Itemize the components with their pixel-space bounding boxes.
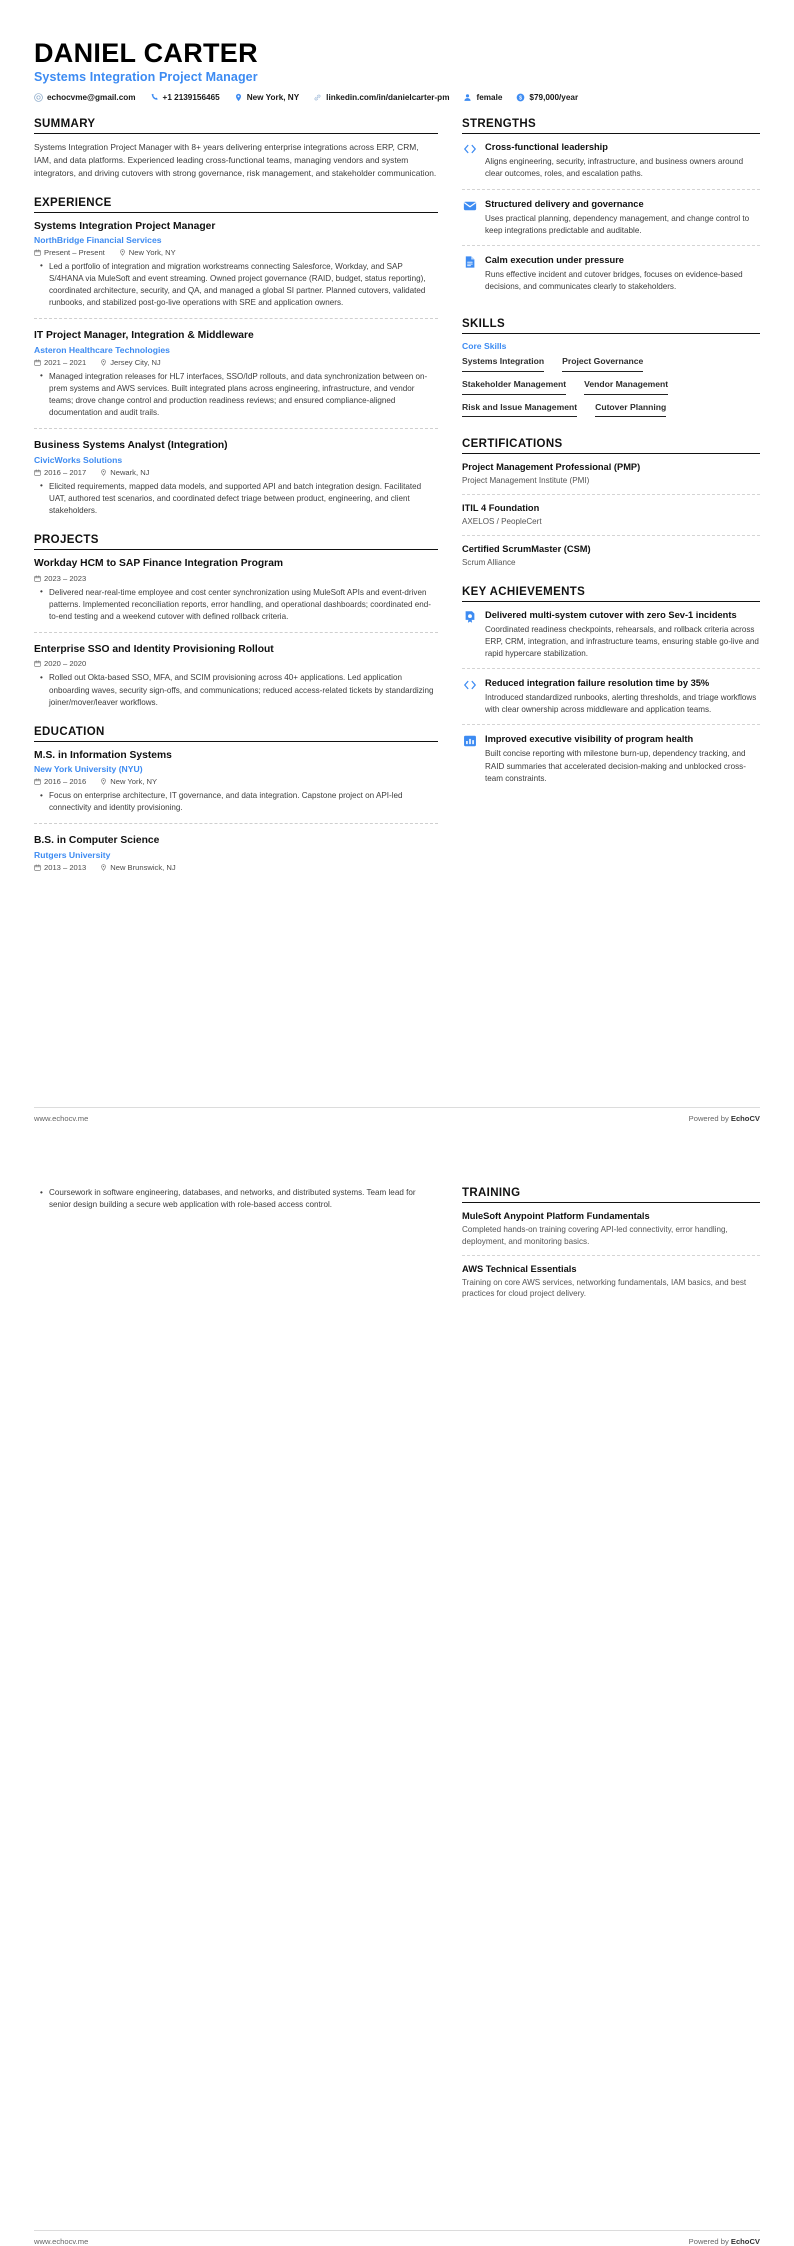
certification-name: ITIL 4 Foundation — [462, 502, 540, 513]
skill-item: Vendor Management — [584, 379, 668, 395]
project-dates-text: 2020 – 2020 — [44, 659, 87, 669]
training-heading: TRAINING — [462, 1187, 760, 1203]
page-footer — [34, 1107, 760, 1123]
certificate-icon — [462, 609, 477, 661]
footer-brand-name: EchoCV — [730, 1114, 760, 1123]
education-dates — [34, 863, 86, 872]
section-training — [462, 1187, 760, 1300]
education-dates — [34, 777, 86, 786]
skill-item: Systems Integration — [462, 356, 544, 372]
training-desc: Completed hands-on training covering API-led connectivity, error handling, deployment, and monitoring basics. — [462, 1225, 728, 1246]
bullet: • Managed integration releases for HL7 interfaces, SSO/IdP rollouts, and data synchronization between on-prem systems and AWS services. Built integrated plans across engineering, infrastructure, and vendor teams; drove change control and production readiness reviews; and ensured compliance-aligned documentation and audit trails. — [44, 371, 438, 420]
experience-item — [34, 220, 438, 320]
skill-item: Risk and Issue Management — [462, 402, 577, 418]
bullet: • Rolled out Okta-based SSO, MFA, and SCIM provisioning across 40+ applications. Led application onboarding waves, security sign-offs, and communications; reduced access-related tickets by standardizing joiner/mover/leaver workflows. — [44, 672, 438, 708]
certification-item — [462, 502, 760, 536]
project-name: Enterprise SSO and Identity Provisioning Rollout — [34, 644, 274, 655]
certification-issuer: AXELOS / PeopleCert — [462, 516, 542, 526]
experience-bullets — [34, 261, 438, 310]
project-dates-text: 2023 – 2023 — [44, 573, 87, 583]
left-column-page2 — [34, 1187, 438, 1212]
contact-location-text: New York, NY — [246, 93, 300, 103]
skill-item: Stakeholder Management — [462, 379, 566, 395]
projects-heading: PROJECTS — [34, 534, 438, 550]
footer-website[interactable]: www.echocv.me — [34, 1114, 89, 1123]
experience-meta — [34, 358, 438, 367]
calendar-icon — [34, 778, 41, 785]
project-dates — [34, 659, 86, 668]
achievement-item — [462, 677, 760, 725]
strength-desc: Uses practical planning, dependency management, and change control to keep integrations predictable and auditable. — [485, 213, 750, 235]
achievement-desc: Coordinated readiness checkpoints, rehearsals, and rollback criteria across ERP, CRM, integration, and infrastructure teams, ensuring stable go-live and rapid hypercare stabilization. — [485, 624, 759, 658]
experience-location-text: Newark, NJ — [110, 467, 150, 477]
education-location — [100, 777, 157, 786]
training-name: AWS Technical Essentials — [462, 1263, 577, 1274]
bullet: • Focus on enterprise architecture, IT governance, and data integration. Capstone project on API-led connectivity and identity provisioning. — [44, 790, 438, 814]
certification-name: Certified ScrumMaster (CSM) — [462, 543, 591, 554]
section-certifications — [462, 438, 760, 568]
skills-subtitle: Core Skills — [462, 341, 507, 352]
experience-role: IT Project Manager, Integration & Middleware — [34, 330, 254, 342]
education-heading: EDUCATION — [34, 726, 438, 742]
contact-phone-text: +1 2139156465 — [162, 93, 220, 103]
experience-company: CivicWorks Solutions — [34, 454, 123, 465]
svg-text:$: $ — [519, 95, 523, 102]
experience-location-text: Jersey City, NJ — [110, 357, 161, 367]
contact-email[interactable] — [34, 93, 136, 102]
contact-location — [234, 93, 299, 102]
resume-body-page2 — [34, 1187, 760, 1317]
calendar-icon — [34, 660, 41, 667]
achievement-desc: Built concise reporting with milestone burn-up, dependency tracking, and RAID summaries that accelerated decision-making and unblocked cross-team constraints. — [485, 749, 746, 783]
location-pin-icon — [100, 778, 107, 785]
experience-item — [34, 439, 438, 517]
location-pin-icon — [100, 469, 107, 476]
person-icon — [463, 93, 472, 102]
chart-bars-icon — [462, 733, 477, 785]
certification-name: Project Management Professional (PMP) — [462, 462, 641, 473]
strengths-heading: STRENGTHS — [462, 118, 760, 134]
contact-gender — [463, 93, 502, 102]
strength-title: Calm execution under pressure — [485, 254, 624, 265]
education-degree: M.S. in Information Systems — [34, 749, 172, 761]
link-icon — [313, 93, 322, 102]
experience-dates-text: 2016 – 2017 — [44, 467, 87, 477]
project-name: Workday HCM to SAP Finance Integration Program — [34, 558, 284, 570]
experience-company: Asteron Healthcare Technologies — [34, 344, 170, 355]
experience-dates — [34, 468, 86, 477]
strength-title: Structured delivery and governance — [485, 198, 644, 209]
education-degree: B.S. in Computer Science — [34, 835, 160, 847]
footer-powered-label: Powered by — [688, 1114, 731, 1123]
contact-linkedin-text: linkedin.com/in/danielcarter-pm — [326, 93, 450, 103]
achievement-item — [462, 609, 760, 670]
section-summary — [34, 118, 438, 179]
strength-desc: Aligns engineering, security, infrastructure, and business owners around clear outcomes, roles, and escalation paths. — [485, 157, 744, 179]
envelope-icon — [462, 198, 477, 237]
education-location — [100, 863, 175, 872]
calendar-icon — [34, 469, 41, 476]
experience-dates-text: Present – Present — [44, 247, 105, 257]
strength-title: Cross-functional leadership — [485, 142, 608, 153]
location-pin-icon — [119, 249, 126, 256]
footer-website[interactable]: www.echocv.me — [34, 2237, 89, 2246]
section-achievements — [462, 586, 760, 793]
certification-item — [462, 543, 760, 569]
footer-powered-label: Powered by — [688, 2237, 731, 2246]
location-pin-icon — [234, 93, 243, 102]
project-meta — [34, 574, 438, 583]
experience-location — [100, 468, 149, 477]
training-name: MuleSoft Anypoint Platform Fundamentals — [462, 1211, 650, 1221]
education-school: New York University (NYU) — [34, 764, 143, 775]
contact-salary — [516, 93, 578, 102]
training-item — [462, 1263, 760, 1301]
resume-body — [34, 118, 760, 889]
experience-location — [100, 358, 161, 367]
experience-dates — [34, 248, 105, 257]
education-dates-text: 2016 – 2016 — [44, 777, 87, 787]
achievement-desc: Introduced standardized runbooks, alerting thresholds, and triage workflows with clear ownership across middleware and application teams. — [485, 693, 757, 715]
section-projects — [34, 534, 438, 709]
education-continued-bullets — [34, 1187, 438, 1211]
footer-brand — [689, 1114, 760, 1123]
contact-linkedin[interactable] — [313, 93, 449, 102]
education-bullets — [34, 790, 438, 814]
education-school: Rutgers University — [34, 849, 111, 860]
calendar-icon — [34, 864, 41, 871]
education-location-text: New York, NY — [110, 777, 158, 787]
contact-salary-text: $79,000/year — [529, 93, 579, 103]
experience-role: Business Systems Analyst (Integration) — [34, 440, 228, 452]
phone-icon — [150, 93, 159, 102]
code-brackets-icon — [462, 677, 477, 716]
education-item — [34, 749, 438, 825]
achievement-title: Delivered multi-system cutover with zero Sev-1 incidents — [485, 609, 737, 620]
strength-item — [462, 198, 760, 246]
resume-page-2 — [0, 1123, 794, 2246]
skill-item: Cutover Planning — [595, 402, 666, 418]
experience-meta — [34, 468, 438, 477]
skills-heading: SKILLS — [462, 318, 760, 334]
bullet: • Coursework in software engineering, databases, and networks, and distributed systems. Team lead for senior design building a secure web application with role-based access control. — [44, 1187, 438, 1211]
project-meta — [34, 659, 438, 668]
achievements-heading: KEY ACHIEVEMENTS — [462, 586, 760, 602]
section-education — [34, 726, 438, 872]
strength-item — [462, 141, 760, 189]
strength-item — [462, 254, 760, 301]
achievement-title: Reduced integration failure resolution time by 35% — [485, 678, 710, 689]
contact-bar — [34, 93, 760, 102]
certification-issuer: Scrum Alliance — [462, 557, 516, 567]
bullet: • Led a portfolio of integration and migration workstreams connecting Salesforce, Workday, and SAP S/4HANA via MuleSoft and event streaming. Owned project governance (RAID, budget, status reporting), coordinated architecture, security, and QA, and managed a global SI partner. Planned cutovers, validated runbooks, and stabilized post-go-live operations with SRE and application owners. — [44, 261, 438, 310]
footer-brand-name: EchoCV — [730, 2237, 760, 2246]
certifications-heading: CERTIFICATIONS — [462, 438, 760, 454]
achievement-item — [462, 733, 760, 793]
education-dates-text: 2013 – 2013 — [44, 862, 87, 872]
project-item — [34, 643, 438, 709]
candidate-headline: Systems Integration Project Manager — [34, 70, 258, 85]
experience-location — [119, 248, 176, 257]
contact-email-text: echocvme@gmail.com — [47, 93, 136, 103]
bullet: • Elicited requirements, mapped data models, and supported API and batch integration design. Facilitated UAT, authored test scenarios, and coordinated defect triage between product, engineering, and client stakeholders. — [44, 481, 438, 517]
training-desc: Training on core AWS services, networking fundamentals, IAM basics, and best practices for cloud project delivery. — [462, 1277, 747, 1299]
skill-item: Project Governance — [562, 356, 643, 372]
project-bullets — [34, 587, 438, 623]
achievement-title: Improved executive visibility of program health — [485, 734, 694, 745]
project-item — [34, 557, 438, 633]
location-pin-icon — [100, 359, 107, 366]
experience-heading: EXPERIENCE — [34, 197, 438, 213]
experience-item — [34, 329, 438, 429]
education-item — [34, 834, 438, 871]
right-column — [462, 118, 760, 810]
document-icon — [462, 254, 477, 293]
experience-dates — [34, 358, 86, 367]
footer-brand — [689, 2237, 760, 2246]
code-brackets-icon — [462, 141, 477, 180]
strength-desc: Runs effective incident and cutover bridges, focuses on evidence-based decisions, and communicates clearly to stakeholders. — [485, 270, 743, 292]
certification-item — [462, 461, 760, 495]
project-dates — [34, 574, 86, 583]
summary-heading: SUMMARY — [34, 118, 438, 134]
bullet: • Delivered near-real-time employee and cost center synchronization using MuleSoft APIs and event-driven patterns. Implemented reconciliation reports, error handling, and operational dashboards; coordinated end-to-end testing and a weekend cutover with defined rollback criteria. — [44, 587, 438, 623]
email-icon — [34, 93, 43, 102]
resume-header — [34, 38, 760, 102]
section-strengths — [462, 118, 760, 301]
section-skills — [462, 318, 760, 421]
experience-bullets — [34, 481, 438, 517]
experience-meta — [34, 248, 438, 257]
experience-role: Systems Integration Project Manager — [34, 220, 216, 232]
calendar-icon — [34, 575, 41, 582]
salary-coin-icon — [516, 93, 525, 102]
right-column-page2 — [462, 1187, 760, 1317]
summary-text: Systems Integration Project Manager with 8+ years delivering enterprise integrations across ERP, CRM, IAM, and data platforms. Experienced leading cross-functional teams, managing vendors and system integrators, and driving cutovers with strong governance, risk management, and stakeholder communication. — [34, 142, 437, 178]
candidate-name: DANIEL CARTER — [34, 38, 258, 68]
calendar-icon — [34, 249, 41, 256]
certification-issuer: Project Management Institute (PMI) — [462, 476, 590, 486]
location-pin-icon — [100, 864, 107, 871]
education-meta — [34, 777, 438, 786]
project-bullets — [34, 672, 438, 708]
contact-phone[interactable] — [150, 93, 220, 102]
calendar-icon — [34, 359, 41, 366]
experience-location-text: New York, NY — [128, 247, 176, 257]
training-item — [462, 1210, 760, 1256]
skills-list — [462, 356, 760, 421]
experience-dates-text: 2021 – 2021 — [44, 357, 87, 367]
experience-bullets — [34, 371, 438, 420]
education-meta — [34, 863, 438, 872]
contact-gender-text: female — [476, 93, 503, 103]
page-footer — [34, 2230, 760, 2246]
section-experience — [34, 197, 438, 518]
experience-company: NorthBridge Financial Services — [34, 234, 162, 245]
education-location-text: New Brunswick, NJ — [110, 862, 176, 872]
left-column — [34, 118, 438, 889]
